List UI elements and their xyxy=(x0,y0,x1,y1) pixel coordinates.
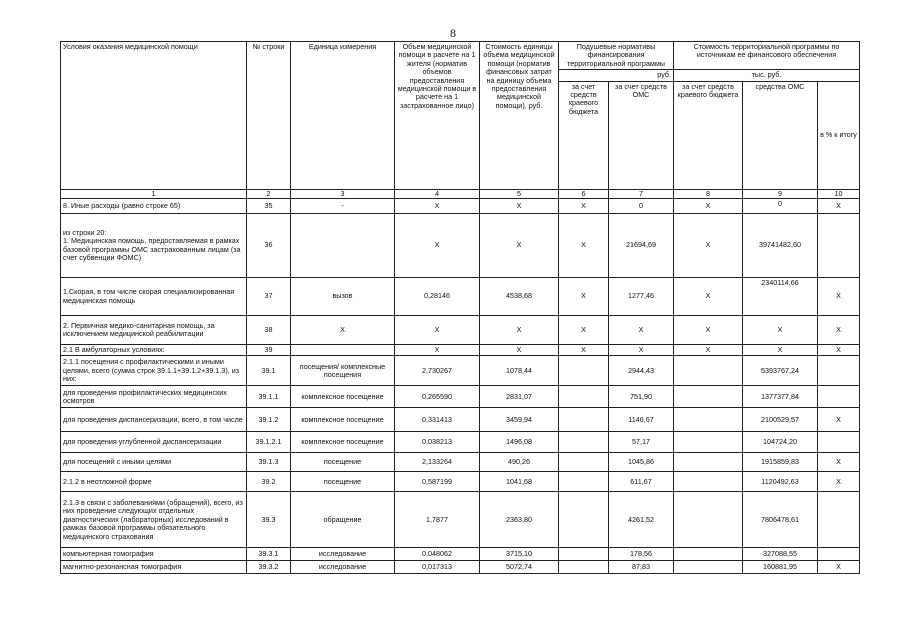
row-per-capita-oms: 611,67 xyxy=(609,472,674,492)
row-per-capita-oms: 178,56 xyxy=(609,548,674,561)
col-number: 4 xyxy=(395,189,480,198)
row-name: 2.1.2 в неотложной форме xyxy=(61,472,247,492)
row-volume: 1,7877 xyxy=(395,492,480,548)
row-percent xyxy=(818,356,860,386)
page-number: 8 xyxy=(450,26,456,40)
row-cost: 1496,08 xyxy=(480,432,559,453)
row-cost: 3715,10 xyxy=(480,548,559,561)
row-volume: 0,331413 xyxy=(395,408,480,432)
row-number: 39.1.2.1 xyxy=(247,432,291,453)
row-percent xyxy=(818,386,860,408)
header-cost-total: Стоимость территориальной программы по источникам ее финансового обеспечения xyxy=(674,42,860,70)
row-unit: обращение xyxy=(291,492,395,548)
row-cost: 2831,07 xyxy=(480,386,559,408)
row-per-capita-budget: X xyxy=(559,214,609,278)
header-oms-2: средства ОМС xyxy=(743,81,818,189)
row-per-capita-oms: 751,90 xyxy=(609,386,674,408)
row-cost: 490,26 xyxy=(480,453,559,472)
row-cost-budget xyxy=(674,386,743,408)
row-name: 2.1.3 в связи с заболеваниями (обращений), всего, из них проведение следующих отдельных диагностических (лабораторных) исследований в рамках базовой программы обязательного медицинского страхования xyxy=(61,492,247,548)
row-per-capita-oms: 87,83 xyxy=(609,561,674,574)
col-number: 5 xyxy=(480,189,559,198)
row-cost-oms: 1915859,83 xyxy=(743,453,818,472)
row-number: 35 xyxy=(247,199,291,214)
header-per-capita: Подушевые нормативы финансирования территориальной программы xyxy=(559,42,674,70)
row-unit: комплексное посещение xyxy=(291,386,395,408)
col-number: 3 xyxy=(291,189,395,198)
row-unit xyxy=(291,345,395,356)
header-oms: за счет средств ОМС xyxy=(609,81,674,189)
row-unit: исследование xyxy=(291,548,395,561)
row-unit: комплексное посещение xyxy=(291,432,395,453)
column-numbers-row xyxy=(61,189,860,198)
table-row xyxy=(61,316,860,345)
row-per-capita-budget xyxy=(559,432,609,453)
col-number: 8 xyxy=(674,189,743,198)
table-row xyxy=(61,561,860,574)
row-cost-oms: 1377377,84 xyxy=(743,386,818,408)
row-cost-budget: X xyxy=(674,316,743,345)
col-number: 10 xyxy=(818,189,860,198)
row-percent: X xyxy=(818,278,860,316)
row-per-capita-oms: X xyxy=(609,316,674,345)
row-per-capita-budget: X xyxy=(559,278,609,316)
header-volume: Объем медицинской помощи в расчете на 1 жителя (норматив объемов предоставления медицинской помощи в расчете на 1 застрахованное лицо) xyxy=(395,42,480,190)
row-percent: X xyxy=(818,199,860,214)
row-name: 1.Скорая, в том числе скорая специализированная медицинская помощь xyxy=(61,278,247,316)
row-volume: 0,038213 xyxy=(395,432,480,453)
row-per-capita-budget: X xyxy=(559,345,609,356)
row-cost-oms: X xyxy=(743,345,818,356)
row-number: 39.3.1 xyxy=(247,548,291,561)
row-number: 39.1 xyxy=(247,356,291,386)
table-row xyxy=(61,548,860,561)
row-cost-budget: X xyxy=(674,278,743,316)
row-name: для проведения диспансеризации, всего, в том числе xyxy=(61,408,247,432)
row-unit: комплексное посещение xyxy=(291,408,395,432)
row-name: 8. Иные расходы (равно строке 65) xyxy=(61,199,247,214)
row-per-capita-oms: 2944,43 xyxy=(609,356,674,386)
row-cost: X xyxy=(480,316,559,345)
table-row xyxy=(61,453,860,472)
row-percent: X xyxy=(818,345,860,356)
row-name: магнитно-резонансная томография xyxy=(61,561,247,574)
row-cost-budget xyxy=(674,548,743,561)
header-thous-rub: тыс. руб. xyxy=(674,70,860,81)
table-row xyxy=(61,345,860,356)
row-cost-budget: X xyxy=(674,345,743,356)
row-cost-oms: 39741482,60 xyxy=(743,214,818,278)
row-cost-oms: 2340114,66 xyxy=(743,278,818,316)
row-name: компьютерная томография xyxy=(61,548,247,561)
row-number: 36 xyxy=(247,214,291,278)
row-unit: посещение xyxy=(291,453,395,472)
row-name: 2.1 В амбулаторных условиях: xyxy=(61,345,247,356)
col-number: 7 xyxy=(609,189,674,198)
table-row xyxy=(61,492,860,548)
row-volume: 0,28146 xyxy=(395,278,480,316)
table-row xyxy=(61,199,860,214)
row-number: 39.3.2 xyxy=(247,561,291,574)
row-cost: X xyxy=(480,199,559,214)
row-cost: X xyxy=(480,214,559,278)
row-per-capita-budget xyxy=(559,356,609,386)
row-unit: X xyxy=(291,316,395,345)
row-volume: 0,587199 xyxy=(395,472,480,492)
row-per-capita-oms: 1146,67 xyxy=(609,408,674,432)
row-cost-budget xyxy=(674,432,743,453)
row-per-capita-budget xyxy=(559,548,609,561)
row-name: для проведения углубленной диспансеризации xyxy=(61,432,247,453)
row-unit xyxy=(291,214,395,278)
row-number: 39.2 xyxy=(247,472,291,492)
row-percent xyxy=(818,548,860,561)
row-per-capita-oms: 4261,52 xyxy=(609,492,674,548)
row-volume: X xyxy=(395,345,480,356)
row-cost-oms: 104724,20 xyxy=(743,432,818,453)
header-cost: Стоимость единицы объема медицинской помощи (норматив финансовых затрат на единицу объема предоставления медицинской помощи), руб. xyxy=(480,42,559,190)
row-cost: 1078,44 xyxy=(480,356,559,386)
row-name: 2.1.1 посещения с профилактическими и иными целями, всего (сумма строк 39.1.1+39.1.2+39.1.3), из них: xyxy=(61,356,247,386)
row-percent: X xyxy=(818,472,860,492)
header-budget: за счет средств краевого бюджета xyxy=(559,81,609,189)
row-volume: X xyxy=(395,316,480,345)
row-number: 39.1.3 xyxy=(247,453,291,472)
row-percent: X xyxy=(818,561,860,574)
row-cost-budget xyxy=(674,408,743,432)
table-row xyxy=(61,408,860,432)
row-volume: 2,133264 xyxy=(395,453,480,472)
row-number: 39.3 xyxy=(247,492,291,548)
row-cost-budget xyxy=(674,561,743,574)
row-per-capita-budget: X xyxy=(559,199,609,214)
header-rub: руб. xyxy=(559,70,674,81)
row-number: 39.1.2 xyxy=(247,408,291,432)
col-number: 6 xyxy=(559,189,609,198)
row-volume: 0,265590 xyxy=(395,386,480,408)
row-per-capita-oms: X xyxy=(609,345,674,356)
row-cost-budget xyxy=(674,356,743,386)
row-per-capita-oms: 1277,46 xyxy=(609,278,674,316)
row-cost-oms: 2100529,57 xyxy=(743,408,818,432)
funding-table xyxy=(60,41,860,574)
row-percent: X xyxy=(818,453,860,472)
row-percent: X xyxy=(818,408,860,432)
row-name: из строки 20: 1. Медицинская помощь, предоставляемая в рамках базовой программы ОМС застрахованным лицам (за счет субвенции ФОМС) xyxy=(61,214,247,278)
row-volume: 0,017313 xyxy=(395,561,480,574)
row-percent: X xyxy=(818,316,860,345)
row-unit: исследование xyxy=(291,561,395,574)
header-budget-2: за счет средств краевого бюджета xyxy=(674,81,743,189)
row-number: 39.1.1 xyxy=(247,386,291,408)
row-per-capita-budget xyxy=(559,386,609,408)
row-cost: 2363,80 xyxy=(480,492,559,548)
table-row xyxy=(61,278,860,316)
row-volume: X xyxy=(395,214,480,278)
header-row-number: № строки xyxy=(247,42,291,190)
row-cost-budget xyxy=(674,472,743,492)
row-cost: 3459,94 xyxy=(480,408,559,432)
row-cost-oms: X xyxy=(743,316,818,345)
row-number: 38 xyxy=(247,316,291,345)
table-row xyxy=(61,472,860,492)
row-cost-oms: 0 xyxy=(743,199,818,214)
row-name: для посещений с иными целями xyxy=(61,453,247,472)
row-cost-oms: 5393767,24 xyxy=(743,356,818,386)
row-percent xyxy=(818,432,860,453)
table-row xyxy=(61,214,860,278)
row-cost-oms: 327088,55 xyxy=(743,548,818,561)
row-cost: 5072,74 xyxy=(480,561,559,574)
row-per-capita-budget xyxy=(559,453,609,472)
header-unit: Единица измерения xyxy=(291,42,395,190)
row-number: 39 xyxy=(247,345,291,356)
table-row xyxy=(61,432,860,453)
row-number: 37 xyxy=(247,278,291,316)
row-per-capita-oms: 21694,69 xyxy=(609,214,674,278)
row-per-capita-budget xyxy=(559,492,609,548)
row-percent xyxy=(818,214,860,278)
row-per-capita-oms: 0 xyxy=(609,199,674,214)
row-cost-oms: 7806478,61 xyxy=(743,492,818,548)
row-cost: 4538,68 xyxy=(480,278,559,316)
row-unit: - xyxy=(291,199,395,214)
row-per-capita-budget: X xyxy=(559,316,609,345)
row-cost-budget xyxy=(674,453,743,472)
row-per-capita-oms: 1045,86 xyxy=(609,453,674,472)
row-cost: X xyxy=(480,345,559,356)
header-percent: в % к итогу xyxy=(818,81,860,189)
col-number: 2 xyxy=(247,189,291,198)
col-number: 9 xyxy=(743,189,818,198)
row-unit: посещения/ комплексные посещения xyxy=(291,356,395,386)
row-cost-budget xyxy=(674,492,743,548)
row-cost-oms: 160881,95 xyxy=(743,561,818,574)
row-unit: посещение xyxy=(291,472,395,492)
row-per-capita-oms: 57,17 xyxy=(609,432,674,453)
table-row xyxy=(61,386,860,408)
row-per-capita-budget xyxy=(559,472,609,492)
row-name: для проведения профилактических медицинских осмотров xyxy=(61,386,247,408)
row-percent xyxy=(818,492,860,548)
row-volume: X xyxy=(395,199,480,214)
row-volume: 2,730267 xyxy=(395,356,480,386)
row-per-capita-budget xyxy=(559,561,609,574)
col-number: 1 xyxy=(61,189,247,198)
row-name: 2. Первичная медико-санитарная помощь, за исключением медицинской реабилитации xyxy=(61,316,247,345)
table-row xyxy=(61,356,860,386)
row-cost: 1041,68 xyxy=(480,472,559,492)
row-cost-budget: X xyxy=(674,199,743,214)
header-conditions: Условия оказания медицинской помощи xyxy=(61,42,247,190)
row-cost-budget: X xyxy=(674,214,743,278)
row-per-capita-budget xyxy=(559,408,609,432)
row-cost-oms: 1120492,63 xyxy=(743,472,818,492)
row-unit: вызов xyxy=(291,278,395,316)
row-volume: 0,048062 xyxy=(395,548,480,561)
